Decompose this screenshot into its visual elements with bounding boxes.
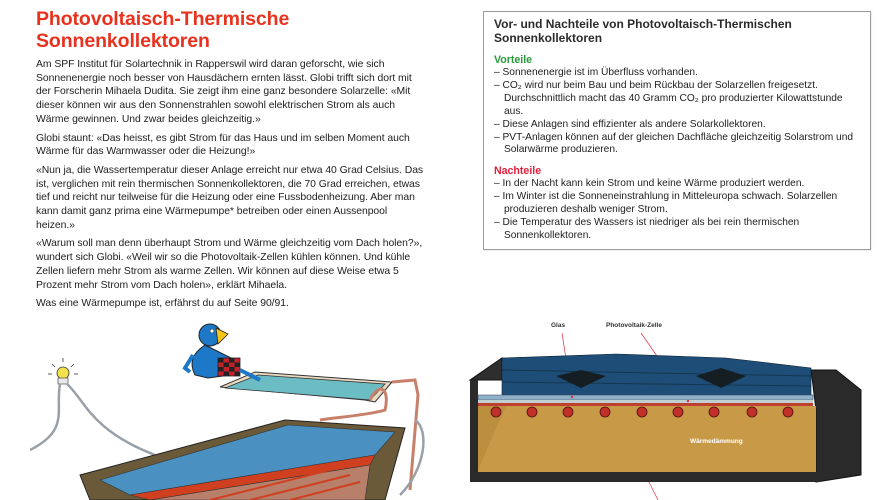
cable (30, 384, 60, 450)
advantage-item: – PVT-Anlagen können auf der gleichen Dachfläche gleichzeitig Solarstrom und Solarwärme produzieren. (494, 132, 860, 158)
absorber-layer (478, 403, 813, 406)
infobox-title: Vor- und Nachteile von Photovoltaisch-Thermischen Sonnenkollektoren (494, 17, 792, 45)
advantages-heading: Vorteile (494, 54, 533, 66)
article (36, 8, 426, 316)
disadvantages-heading: Nachteile (494, 165, 542, 178)
advantage-item: – Diese Anlagen sind effizienter als andere Solarkollektoren. (494, 119, 860, 132)
advantage-item: – CO₂ wird nur beim Bau und beim Rückbau der Solarzellen freigesetzt. Durchschnittlich macht das 40 Gramm CO₂ pro produzierter Kilowattstunde aus. (494, 80, 860, 119)
globi-pool-illustration (30, 320, 460, 500)
disadvantages-list (494, 178, 860, 243)
disadvantage-item: – Die Temperatur des Wassers ist niedriger als bei rein thermischen Sonnenkollektoren. (494, 217, 860, 243)
label-pv-cell: Photovoltaik-Zelle (606, 322, 662, 329)
pvt-cross-section-diagram (466, 300, 889, 500)
article-paragraph: «Nun ja, die Wassertemperatur dieser Anlage erreicht nur etwa 40 Grad Celsius. Das ist, verglichen mit rein thermischen Sonnenkollektoren, die 70 Grad erreichen, etwas tief und reicht nur teilweise für die Heizung oder eine Fussbodenheizung. Aber man kann damit ganz prima eine Wärmepumpe* betreiben oder einen Aussenpool heizen.» (36, 164, 424, 231)
article-paragraph: Am SPF Institut für Solartechnik in Rapperswil wird daran geforscht, wie sich Sonnenenergie noch besser von Hausdächern ernten lässt. Globi trifft sich dort mit der Forscherin Mihaela Dudita. Sie zeigt ihm eine ganz besondere Solarzelle: «Mit dieser können wir aus den Sonnenstrahlen sowohl elektrischen Strom als auch Wärme gewinnen. Und zwar beides gleichzeitig.» (36, 59, 412, 125)
light-bulb-icon (48, 358, 78, 384)
housing-bottom (470, 472, 820, 482)
globi-character (185, 324, 260, 380)
disadvantage-item: – Im Winter ist die Sonneneinstrahlung in Mitteleuropa schwach. Solarzellen produzieren deshalb weniger Strom. (494, 191, 860, 217)
housing-left-cap (470, 358, 502, 380)
cable (67, 384, 155, 455)
pv-cell-surface (502, 354, 811, 398)
advantage-item: – Sonnenenergie ist im Überfluss vorhanden. (494, 67, 860, 80)
advantages-list (494, 67, 860, 157)
housing-left-wall (470, 380, 478, 480)
article-paragraph: «Warum soll man denn überhaupt Strom und Wärme gleichzeitig vom Dach holen?», wundert sich Globi. «Weil wir so die Photovoltaik-Zellen kühlen können. Und kühle Zellen liefern mehr Strom als warme Zellen. Wir können auf diese Weise etwa 5 Prozent mehr Strom vom Dach holen», erklärt Mihaela. (36, 238, 423, 291)
pros-cons-box (483, 11, 871, 250)
pv-layer (478, 400, 813, 403)
article-paragraph: Globi staunt: «Das heisst, es gibt Strom für das Haus und im selben Moment auch Wärme für das Warmwasser oder die Heizung!» (36, 132, 410, 158)
glass-layer (478, 395, 813, 400)
label-insulation: Wärmedämmung (690, 438, 743, 445)
label-glass: Glas (551, 322, 566, 329)
housing-right (811, 370, 861, 482)
page-title: Photovoltaisch-Thermische Sonnenkollektoren (36, 8, 290, 52)
article-footnote: Was eine Wärmepumpe ist, erfährst du auf Seite 90/91. (36, 298, 289, 310)
pool-water (225, 375, 385, 400)
disadvantage-item: – In der Nacht kann kein Strom und keine Wärme produziert werden. (494, 178, 860, 191)
